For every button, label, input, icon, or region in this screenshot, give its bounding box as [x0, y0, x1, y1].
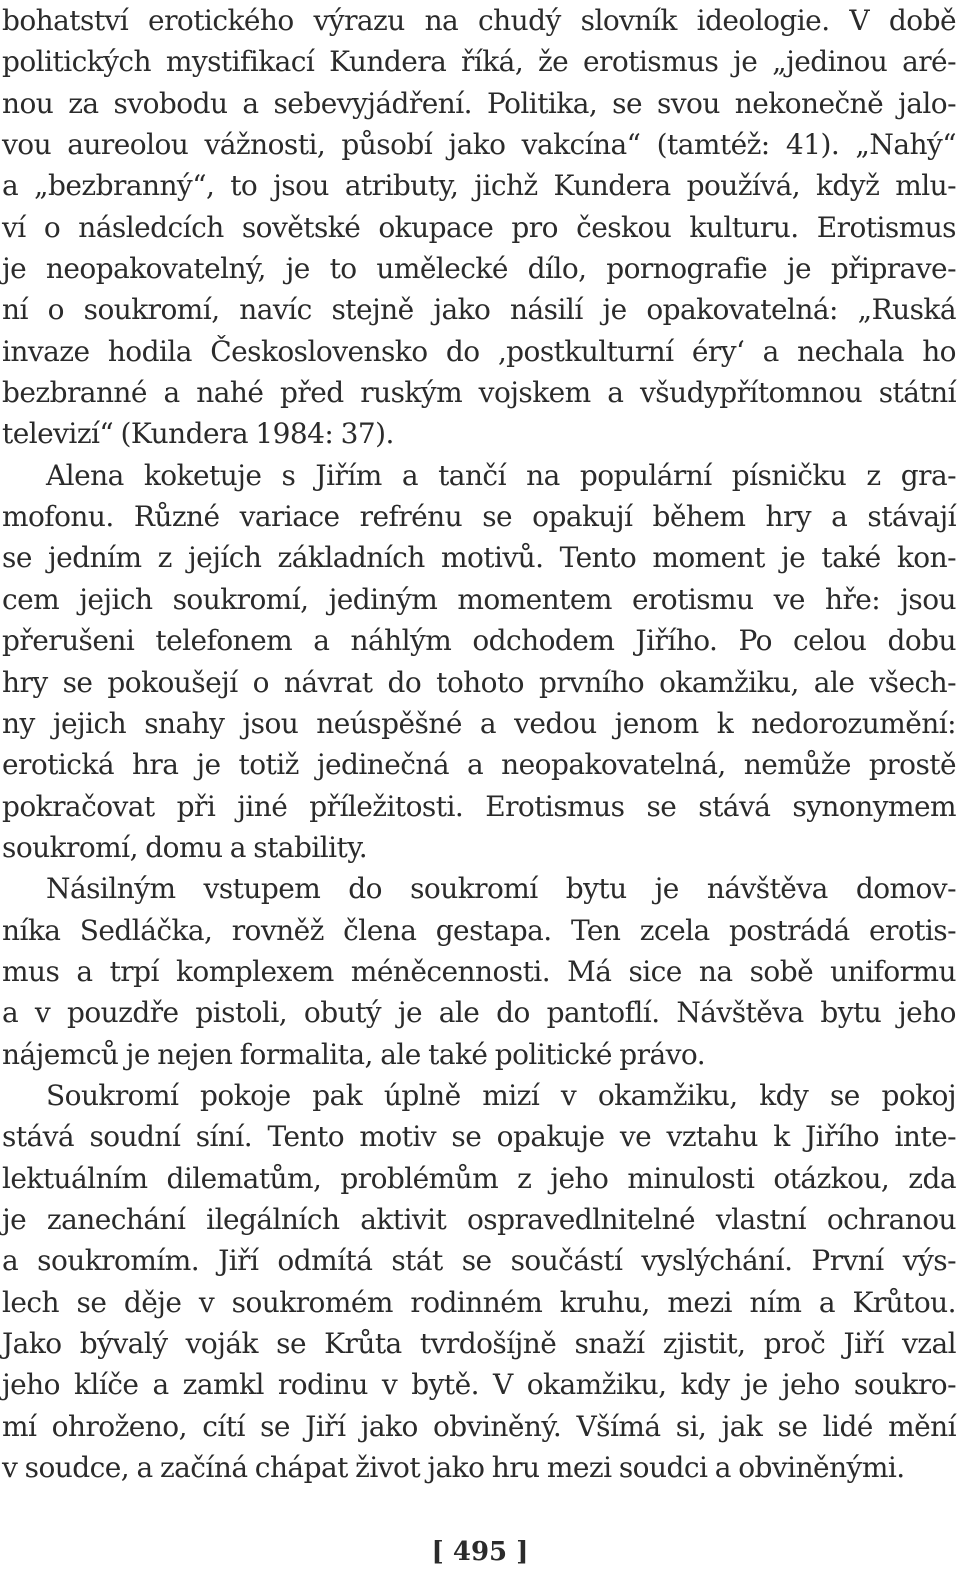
- text-line: politických mystifikací Kundera říká, že erotismus je „jedinou aré-: [2, 45, 956, 79]
- text-line: přerušeni telefonem a náhlým odchodem Jiřího. Po celou dobu: [2, 624, 956, 658]
- text-line: a v pouzdře pistoli, obutý je ale do pantoflí. Návštěva bytu jeho: [2, 996, 956, 1030]
- text-line: vou aureolou vážnosti, působí jako vakcína“ (tamtéž: 41). „Nahý“: [2, 128, 956, 162]
- text-line: Alena koketuje s Jiřím a tančí na populární písničku z gra-: [46, 458, 956, 492]
- text-line: ví o následcích sovětské okupace pro českou kulturu. Erotismus: [2, 210, 956, 244]
- text-line: se jedním z jejích základních motivů. Tento moment je také kon-: [2, 541, 956, 575]
- text-line: a „bezbranný“, to jsou atributy, jichž Kundera používá, když mlu-: [2, 169, 956, 203]
- text-line: v soudce, a začíná chápat život jako hru mezi soudci a obviněnými.: [2, 1451, 905, 1485]
- text-line: je zanechání ilegálních aktivit ospravedlnitelné vlastní ochranou: [2, 1202, 956, 1236]
- text-line: ní o soukromí, navíc stejně jako násilí je opakovatelná: „Ruská: [2, 293, 956, 327]
- text-line: stává soudní síní. Tento motiv se opakuje ve vztahu k Jiřího inte-: [2, 1120, 956, 1154]
- text-line: Násilným vstupem do soukromí bytu je návštěva domov-: [46, 872, 956, 906]
- text-line: mofonu. Různé variace refrénu se opakují během hry a stávají: [2, 500, 956, 534]
- text-line: mus a trpí komplexem méněcennosti. Má sice na sobě uniformu: [2, 954, 956, 988]
- text-line: ny jejich snahy jsou neúspěšné a vedou jenom k nedorozumění:: [2, 706, 956, 740]
- text-line: a soukromím. Jiří odmítá stát se součástí vyslýchání. První výs-: [2, 1244, 956, 1278]
- text-line: bezbranné a nahé před ruským vojskem a všudypřítomnou státní: [2, 376, 956, 410]
- text-line: televizí“ (Kundera 1984: 37).: [2, 417, 394, 451]
- page-text: [2, 0, 956, 1488]
- text-line: je neopakovatelný, je to umělecké dílo, pornografie je připrave-: [2, 252, 956, 286]
- text-line: mí ohroženo, cítí se Jiří jako obviněný. Všímá si, jak se lidé mění: [2, 1409, 956, 1443]
- text-line: nou za svobodu a sebevyjádření. Politika, se svou nekonečně jalo-: [2, 86, 956, 120]
- text-line: cem jejich soukromí, jediným momentem erotismu ve hře: jsou: [2, 582, 956, 616]
- text-line: hry se pokoušejí o návrat do tohoto prvního okamžiku, ale všech-: [2, 665, 956, 699]
- text-line: níka Sedláčka, rovněž člena gestapa. Ten zcela postrádá erotis-: [2, 913, 956, 947]
- text-line: bohatství erotického výrazu na chudý slovník ideologie. V době: [2, 4, 956, 37]
- page-number: [ 495 ]: [431, 1537, 529, 1567]
- text-line: Soukromí pokoje pak úplně mizí v okamžiku, kdy se pokoj: [46, 1078, 956, 1112]
- text-line: lech se děje v soukromém rodinném kruhu, mezi ním a Krůtou.: [2, 1285, 956, 1319]
- text-line: soukromí, domu a stability.: [2, 830, 368, 864]
- text-line: nájemců je nejen formalita, ale také politické právo.: [2, 1037, 706, 1071]
- text-line: erotická hra je totiž jedinečná a neopakovatelná, nemůže prostě: [2, 748, 956, 782]
- text-line: Jako bývalý voják se Krůta tvrdošíjně snaží zjistit, proč Jiří vzal: [2, 1327, 956, 1360]
- text-line: pokračovat při jiné příležitosti. Erotismus se stává synonymem: [2, 789, 956, 823]
- text-line: lektuálním dilematům, problémům z jeho minulosti otázkou, zda: [2, 1161, 956, 1195]
- text-line: invaze hodila Československo do ‚postkulturní éry‘ a nechala ho: [2, 334, 956, 368]
- text-line: jeho klíče a zamkl rodinu v bytě. V okamžiku, kdy je jeho soukro-: [2, 1368, 956, 1402]
